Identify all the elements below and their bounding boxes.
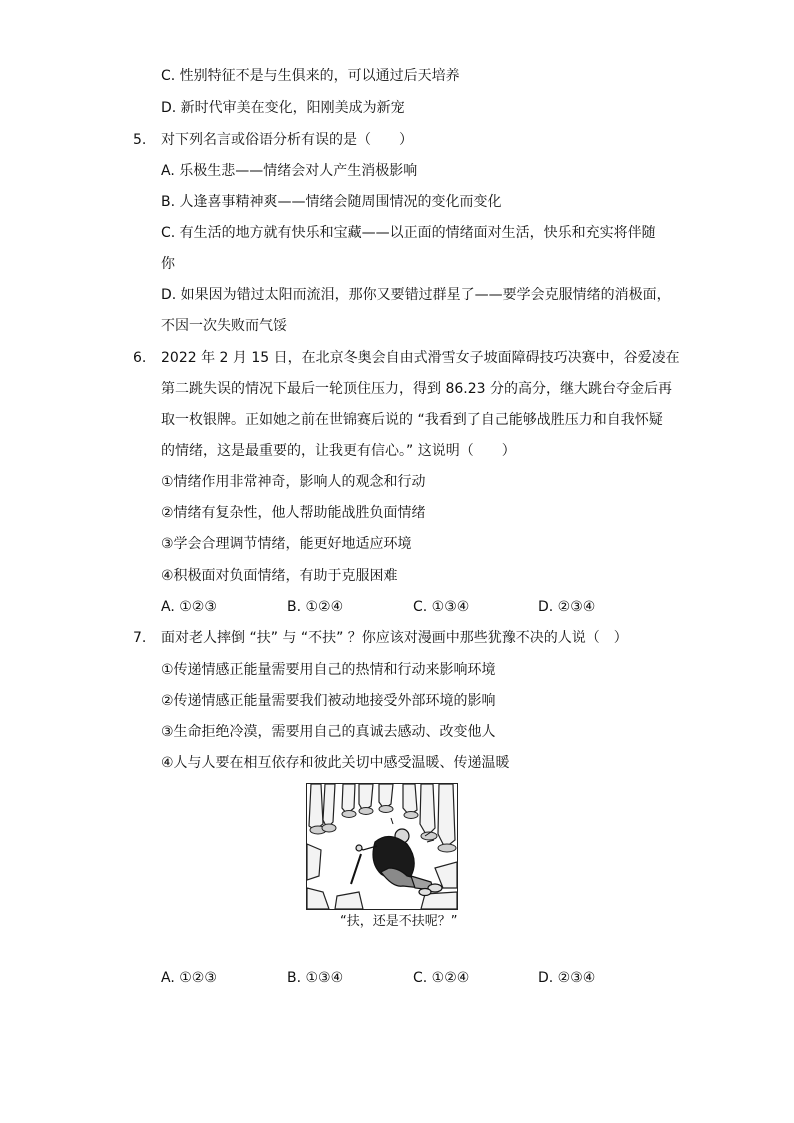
q7-choice-a: A. ①②③ [161, 970, 217, 986]
q7-statement-1: ①传递情感正能量需要用自己的热情和行动来影响环境 [161, 662, 496, 678]
q6-stem-line3: 取一枚银牌。正如她之前在世锦赛后说的 “我看到了自己能够战胜压力和自我怀疑 [161, 412, 663, 428]
q6-choice-a: A. ①②③ [161, 599, 217, 615]
q7-stem: 面对老人摔倒 “扶” 与 “不扶” ？你应该对漫画中那些犹豫不决的人说（ ） [161, 630, 628, 646]
q5-option-b: B. 人逢喜事精神爽——情绪会随周围情况的变化而变化 [161, 194, 502, 210]
q7-statement-2: ②传递情感正能量需要我们被动地接受外部环境的影响 [161, 693, 496, 709]
q6-statement-3: ③学会合理调节情绪，能更好地适应环境 [161, 536, 412, 552]
cartoon-drawing [307, 784, 457, 909]
q5-stem: 对下列名言或俗语分析有误的是（ ） [161, 132, 413, 148]
q7-choice-d: D. ②③④ [538, 970, 596, 986]
q7-choice-c: C. ①②④ [413, 970, 470, 986]
q6-number: 6. [133, 350, 147, 366]
q6-choice-d: D. ②③④ [538, 599, 596, 615]
q5-option-c-line1: C. 有生活的地方就有快乐和宝藏——以正面的情绪面对生活，快乐和充实将伴随 [161, 225, 656, 241]
q6-stem-line2: 第二跳失误的情况下最后一轮顶住压力，得到 86.23 分的高分，继大跳台夺金后再 [161, 381, 672, 397]
cartoon-illustration [306, 783, 458, 910]
q6-choice-c: C. ①③④ [413, 599, 470, 615]
q6-statement-2: ②情绪有复杂性，他人帮助能战胜负面情绪 [161, 505, 426, 521]
q7-statement-4: ④人与人要在相互依存和彼此关切中感受温暖、传递温暖 [161, 755, 510, 771]
q6-statement-4: ④积极面对负面情绪，有助于克服困难 [161, 568, 398, 584]
q5-number: 5. [133, 132, 147, 148]
q5-option-d-line1: D. 如果因为错过太阳而流泪，那你又要错过群星了——要学会克服情绪的消极面， [161, 287, 671, 303]
q4-option-d: D. 新时代审美在变化，阳刚美成为新宠 [161, 100, 405, 116]
q7-statement-3: ③生命拒绝冷漠，需要用自己的真诚去感动、改变他人 [161, 724, 496, 740]
q7-choice-b: B. ①③④ [287, 970, 344, 986]
q5-option-c-line2: 你 [161, 256, 175, 272]
cartoon-caption: “扶，还是不扶呢？” [340, 914, 458, 929]
q6-stem-line1: 2022 年 2 月 15 日，在北京冬奥会自由式滑雪女子坡面障碍技巧决赛中，谷爱凌在 [161, 350, 680, 366]
q7-number: 7. [133, 630, 147, 646]
q5-option-a: A. 乐极生悲——情绪会对人产生消极影响 [161, 163, 418, 179]
q5-option-d-line2: 不因一次失败而气馁 [161, 318, 287, 334]
q6-choice-b: B. ①②④ [287, 599, 344, 615]
q6-stem-line4: 的情绪，这是最重要的，让我更有信心。” 这说明（ ） [161, 443, 516, 459]
q6-statement-1: ①情绪作用非常神奇，影响人的观念和行动 [161, 474, 426, 490]
q4-option-c: C. 性别特征不是与生俱来的，可以通过后天培养 [161, 68, 460, 84]
